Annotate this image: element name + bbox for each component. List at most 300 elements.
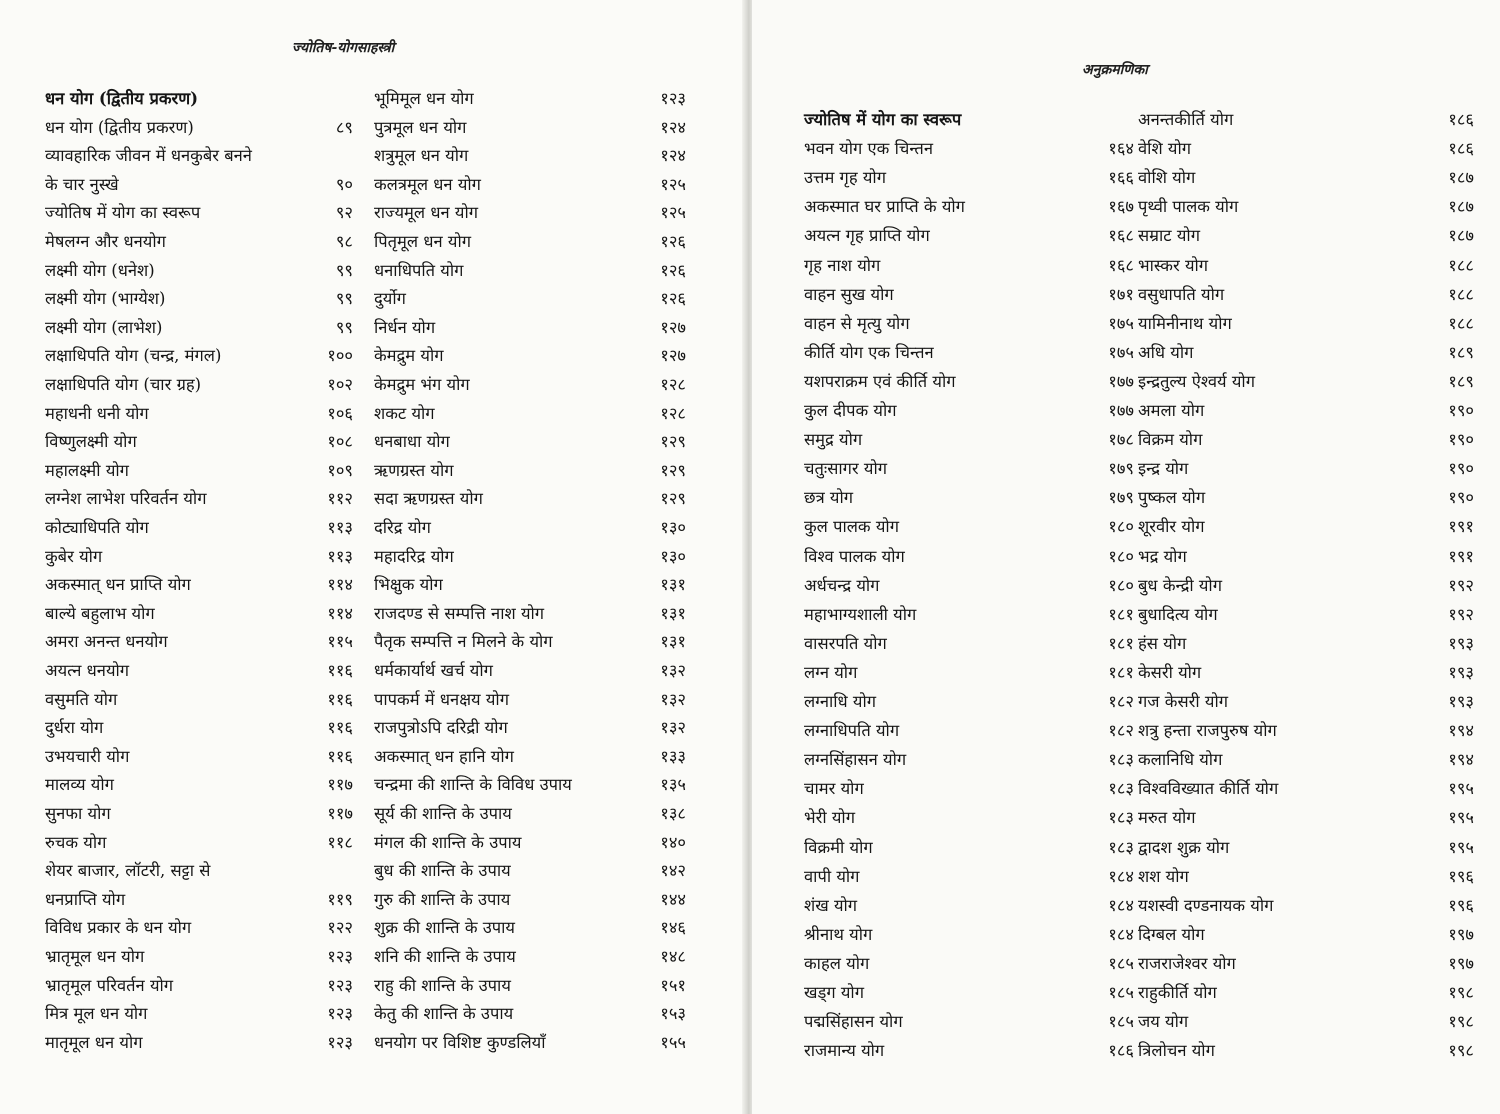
entry-page-number: ११६: [327, 718, 353, 738]
entry-page-number: ११२: [327, 489, 353, 509]
entry-page-number: १२९: [660, 432, 686, 452]
entry-title: केसरी योग: [1138, 662, 1202, 682]
index-entry: [1138, 716, 1474, 745]
index-entry: [374, 113, 686, 142]
entry-title: हंस योग: [1138, 633, 1187, 653]
index-entry: [1138, 367, 1474, 396]
index-entry: [45, 971, 353, 1000]
index-entry: [374, 913, 686, 942]
index-entry: [374, 313, 686, 342]
entry-title: गज केसरी योग: [1138, 692, 1229, 711]
entry-page-number: १२३: [327, 975, 353, 995]
index-entry: [374, 141, 686, 170]
entry-title: दिग्बल योग: [1138, 924, 1205, 944]
entry-title: राजदण्ड से सम्पत्ति नाश योग: [374, 603, 545, 623]
entry-title: शकट योग: [374, 403, 435, 423]
index-entry: [1138, 1036, 1474, 1065]
index-entry: [1138, 687, 1474, 716]
entry-title: सूर्य की शान्ति के उपाय: [374, 804, 512, 823]
entry-page-number: १९५: [1448, 808, 1474, 828]
entry-title: भिक्षुक योग: [374, 575, 443, 595]
entry-page-number: ११४: [327, 575, 353, 595]
index-entry: [45, 913, 353, 942]
index-entry: [1138, 309, 1474, 338]
index-entry: [1138, 396, 1474, 425]
index-entry: [45, 713, 353, 742]
index-entry: [45, 570, 353, 599]
entry-title: वापी योग: [804, 866, 860, 886]
index-entry: [374, 1028, 686, 1057]
entry-title: दुर्योग: [374, 289, 406, 309]
index-entry: [374, 84, 686, 113]
index-entry: [45, 256, 353, 285]
entry-page-number: १८६: [1448, 139, 1474, 159]
entry-title: सम्राट योग: [1138, 226, 1200, 246]
entry-title: वसुमति योग: [45, 689, 118, 709]
index-entry: [374, 427, 686, 456]
index-entry: [374, 256, 686, 285]
entry-page-number: १००: [327, 346, 353, 366]
entry-page-number: १२३: [327, 947, 353, 966]
entry-page-number: १७९: [1108, 459, 1134, 479]
index-entry: [1138, 163, 1474, 192]
index-entry: [45, 170, 353, 199]
entry-page-number: १८६: [1108, 1041, 1134, 1061]
entry-page-number: १८८: [1448, 255, 1474, 275]
index-entry: [45, 141, 353, 170]
entry-page-number: १२७: [660, 317, 686, 337]
entry-title: भ्रातृमूल परिवर्तन योग: [45, 975, 174, 995]
entry-title: कलानिधि योग: [1138, 750, 1223, 770]
entry-title: सदा ऋणग्रस्त योग: [374, 489, 483, 509]
entry-page-number: १३२: [660, 661, 686, 680]
entry-page-number: १८८: [1448, 313, 1474, 333]
entry-page-number: १८१: [1108, 604, 1134, 624]
entry-title: मंगल की शान्ति के उपाय: [374, 832, 522, 852]
entry-page-number: ९८: [335, 232, 353, 251]
index-entry: [45, 542, 353, 571]
index-entry: [45, 113, 353, 142]
index-entry: [45, 427, 353, 456]
entry-title: राज्यमूल धन योग: [374, 203, 479, 223]
entry-page-number: १७७: [1108, 401, 1134, 420]
entry-title: मातृमूल धन योग: [45, 1032, 143, 1052]
index-entry: [1138, 658, 1474, 687]
index-entry: [804, 600, 1134, 629]
index-entry: [374, 856, 686, 885]
index-entry: [1138, 891, 1474, 920]
index-entry: [1138, 134, 1474, 163]
entry-page-number: १९६: [1448, 866, 1474, 886]
entry-title: धनप्राप्ति योग: [45, 889, 126, 909]
index-entry: [804, 833, 1134, 862]
index-entry: [1138, 454, 1474, 483]
entry-page-number: १८५: [1108, 1012, 1134, 1032]
entry-title: शश योग: [1138, 866, 1189, 886]
entry-title: वाहन सुख योग: [804, 284, 894, 304]
entry-page-number: ११६: [327, 746, 353, 766]
entry-title: गुरु की शान्ति के उपाय: [374, 889, 511, 909]
index-entry: [374, 656, 686, 685]
entry-title: यामिनीनाथ योग: [1138, 313, 1232, 333]
entry-page-number: १९४: [1448, 750, 1474, 770]
left-page: [0, 0, 744, 1114]
index-entry: [45, 770, 353, 799]
entry-page-number: ११५: [327, 632, 353, 652]
index-entry: [804, 396, 1134, 425]
index-entry: [1138, 338, 1474, 367]
entry-page-number: १५५: [660, 1032, 686, 1052]
entry-title: लग्न योग: [804, 662, 858, 682]
index-entry: [45, 799, 353, 828]
index-entry: [374, 713, 686, 742]
entry-title: शूरवीर योग: [1138, 517, 1205, 537]
entry-title: लग्नेश लाभेश परिवर्तन योग: [45, 489, 207, 509]
entry-page-number: ११६: [327, 689, 353, 709]
entry-page-number: १४४: [660, 889, 686, 909]
entry-page-number: १८०: [1108, 517, 1134, 537]
entry-page-number: १८७: [1448, 168, 1474, 188]
entry-page-number: १५३: [660, 1004, 686, 1024]
entry-title: अयत्न गृह प्राप्ति योग: [804, 226, 930, 246]
entry-title: विष्णुलक्ष्मी योग: [45, 432, 137, 452]
entry-title: पैतृक सम्पत्ति न मिलने के योग: [374, 632, 553, 652]
entry-page-number: १८९: [1448, 342, 1474, 362]
entry-title: महाधनी धनी योग: [45, 403, 149, 423]
entry-title: वेशि योग: [1138, 139, 1192, 159]
index-entry: [374, 456, 686, 485]
entry-page-number: १८४: [1108, 924, 1134, 944]
index-entry: [374, 170, 686, 199]
entry-title: विश्व पालक योग: [804, 546, 905, 566]
index-entry: [374, 942, 686, 971]
entry-page-number: १८५: [1108, 953, 1134, 973]
entry-page-number: १८७: [1448, 197, 1474, 217]
entry-page-number: १८२: [1108, 692, 1134, 711]
entry-page-number: १४२: [660, 861, 686, 881]
entry-title: भास्कर योग: [1138, 255, 1209, 275]
index-entry: [1138, 629, 1474, 658]
entry-title: कलत्रमूल धन योग: [374, 174, 481, 194]
entry-title: राहु की शान्ति के उपाय: [374, 975, 511, 995]
entry-title: केमद्रुम भंग योग: [374, 375, 470, 394]
index-entry: [374, 799, 686, 828]
entry-title: खड्ग योग: [804, 983, 864, 1002]
index-entry: [374, 770, 686, 799]
index-entry: [1138, 105, 1474, 134]
index-entry: [45, 627, 353, 656]
entry-title: मरुत योग: [1138, 808, 1196, 828]
entry-page-number: १२६: [660, 260, 686, 280]
section-heading: [804, 105, 1134, 134]
index-entry: [804, 774, 1134, 803]
entry-title: वाहन से मृत्यु योग: [804, 313, 910, 333]
entry-title: अयत्न धनयोग: [45, 661, 130, 680]
entry-page-number: १६४: [1108, 139, 1134, 159]
entry-page-number: १३३: [660, 746, 686, 766]
entry-page-number: १८८: [1448, 284, 1474, 304]
index-entry: [45, 599, 353, 628]
index-entry: [804, 803, 1134, 832]
index-entry: [804, 367, 1134, 396]
entry-title: विश्वविख्यात कीर्ति योग: [1138, 779, 1279, 799]
index-entry: [374, 742, 686, 771]
entry-title: कीर्ति योग एक चिन्तन: [804, 342, 934, 362]
entry-title: व्यावहारिक जीवन में धनकुबेर बनने: [45, 146, 252, 166]
entry-title: लक्षाधिपति योग (चार ग्रह): [45, 375, 202, 394]
entry-title: यशस्वी दण्डनायक योग: [1138, 895, 1274, 915]
entry-page-number: १२८: [660, 375, 686, 394]
entry-title: बुधादित्य योग: [1138, 604, 1218, 624]
entry-page-number: ११८: [327, 832, 353, 852]
index-entry: [804, 454, 1134, 483]
entry-title: अमरा अनन्त धनयोग: [45, 632, 168, 652]
index-entry: [1138, 1007, 1474, 1036]
section-heading: [45, 84, 353, 113]
entry-page-number: १८०: [1108, 575, 1134, 595]
index-entry: [1138, 483, 1474, 512]
index-entry: [374, 599, 686, 628]
index-entry: [1138, 978, 1474, 1007]
entry-title: बुध केन्द्री योग: [1138, 575, 1222, 595]
entry-page-number: १६८: [1108, 226, 1134, 246]
entry-title: मेषलग्न और धनयोग: [45, 232, 166, 251]
index-entry: [804, 280, 1134, 309]
entry-page-number: १२५: [660, 174, 686, 194]
entry-page-number: १२२: [327, 918, 353, 938]
index-entry: [804, 483, 1134, 512]
index-entry: [1138, 949, 1474, 978]
entry-title: भवन योग एक चिन्तन: [804, 139, 933, 159]
entry-page-number: १९२: [1448, 604, 1474, 624]
entry-page-number: १७५: [1108, 313, 1134, 333]
index-entry: [45, 885, 353, 914]
entry-title: धर्मकार्यार्थ खर्च योग: [374, 661, 493, 680]
entry-title: इन्द्र योग: [1138, 459, 1189, 479]
entry-page-number: १३०: [660, 518, 686, 537]
entry-page-number: १९७: [1448, 953, 1474, 973]
index-entry: [1138, 833, 1474, 862]
entry-page-number: ९२: [335, 203, 353, 223]
index-entry: [374, 284, 686, 313]
index-entry: [45, 341, 353, 370]
entry-page-number: १३८: [660, 804, 686, 823]
entry-page-number: १९१: [1448, 546, 1474, 566]
entry-page-number: ९०: [335, 174, 353, 194]
entry-page-number: १४८: [660, 947, 686, 966]
right-index-column-2: [1138, 105, 1474, 1065]
entry-title: विक्रमी योग: [804, 837, 873, 857]
entry-title: लक्ष्मी योग (लाभेश): [45, 317, 163, 337]
left-index-column-1: [45, 84, 353, 1070]
index-entry: [804, 920, 1134, 949]
entry-title: रुचक योग: [45, 832, 107, 852]
entry-page-number: १०६: [327, 403, 353, 423]
entry-title: महादरिद्र योग: [374, 546, 454, 566]
entry-page-number: १९८: [1448, 983, 1474, 1002]
entry-page-number: १८१: [1108, 633, 1134, 653]
entry-page-number: १८७: [1448, 226, 1474, 246]
entry-title: राजराजेश्वर योग: [1138, 953, 1236, 973]
index-entry: [374, 685, 686, 714]
entry-title: कुबेर योग: [45, 546, 103, 566]
entry-page-number: १९८: [1448, 1012, 1474, 1032]
entry-title: दुर्धरा योग: [45, 718, 104, 738]
entry-title: लक्ष्मी योग (भाग्येश): [45, 289, 166, 309]
entry-title: विक्रम योग: [1138, 430, 1203, 450]
entry-title: लग्नाधिपति योग: [804, 721, 900, 741]
entry-page-number: १५१: [660, 975, 686, 995]
entry-title: लग्नसिंहासन योग: [804, 750, 907, 770]
entry-page-number: १८३: [1108, 779, 1134, 799]
entry-title: बाल्ये बहुलाभ योग: [45, 603, 155, 623]
entry-page-number: १७८: [1108, 430, 1134, 450]
index-entry: [804, 1036, 1134, 1065]
entry-title: मित्र मूल धन योग: [45, 1004, 148, 1024]
entry-title: धनबाधा योग: [374, 432, 450, 452]
index-entry: [804, 862, 1134, 891]
entry-title: शनि की शान्ति के उपाय: [374, 947, 516, 966]
entry-page-number: १२६: [660, 232, 686, 251]
index-entry: [804, 658, 1134, 687]
index-entry: [45, 513, 353, 542]
index-entry: [804, 745, 1134, 774]
index-entry: [804, 629, 1134, 658]
entry-page-number: १९६: [1448, 895, 1474, 915]
entry-page-number: १८१: [1108, 662, 1134, 682]
entry-page-number: १०९: [327, 460, 353, 480]
entry-page-number: १२९: [660, 489, 686, 509]
entry-page-number: १२८: [660, 403, 686, 423]
entry-page-number: १९८: [1448, 1041, 1474, 1061]
entry-title: जय योग: [1138, 1012, 1189, 1032]
entry-page-number: ११४: [327, 603, 353, 623]
index-entry: [45, 456, 353, 485]
entry-title: उत्तम गृह योग: [804, 168, 886, 188]
entry-page-number: १८४: [1108, 866, 1134, 886]
entry-page-number: ९९: [335, 289, 353, 309]
entry-title: छत्र योग: [804, 488, 854, 508]
index-entry: [374, 341, 686, 370]
index-entry: [45, 742, 353, 771]
entry-title: ज्योतिष में योग का स्वरूप: [45, 203, 201, 223]
entry-page-number: ११३: [327, 546, 353, 566]
entry-page-number: १२७: [660, 346, 686, 366]
index-entry: [45, 942, 353, 971]
entry-title: शत्रुमूल धन योग: [374, 146, 469, 166]
entry-title: ज्योतिष में योग का स्वरूप: [804, 110, 962, 129]
entry-title: महाभाग्यशाली योग: [804, 604, 917, 624]
entry-page-number: १७९: [1108, 488, 1134, 508]
entry-page-number: १८९: [1448, 371, 1474, 391]
index-entry: [45, 856, 353, 885]
entry-title: शंख योग: [804, 895, 858, 915]
entry-title: लग्नाधि योग: [804, 692, 877, 711]
entry-title: भेरी योग: [804, 808, 855, 828]
index-entry: [804, 512, 1134, 541]
entry-title: दरिद्र योग: [374, 518, 431, 537]
index-entry: [374, 971, 686, 1000]
index-entry: [804, 571, 1134, 600]
entry-page-number: १८६: [1448, 110, 1474, 129]
index-entry: [45, 999, 353, 1028]
entry-page-number: १३०: [660, 546, 686, 566]
entry-page-number: १३१: [660, 632, 686, 652]
index-entry: [1138, 192, 1474, 221]
index-entry: [45, 313, 353, 342]
entry-page-number: १९३: [1448, 662, 1474, 682]
entry-page-number: १९४: [1448, 721, 1474, 741]
entry-title: अकस्मात घर प्राप्ति के योग: [804, 197, 965, 217]
index-entry: [804, 338, 1134, 367]
entry-title: विविध प्रकार के धन योग: [45, 918, 192, 938]
index-entry: [1138, 571, 1474, 600]
entry-page-number: १२९: [660, 460, 686, 480]
index-entry: [374, 828, 686, 857]
entry-page-number: १६७: [1108, 197, 1134, 217]
index-entry: [804, 425, 1134, 454]
index-entry: [45, 828, 353, 857]
index-entry: [804, 891, 1134, 920]
entry-title: वोशि योग: [1138, 168, 1196, 188]
index-entry: [45, 370, 353, 399]
index-entry: [1138, 251, 1474, 280]
entry-title: चन्द्रमा की शान्ति के विविध उपाय: [374, 775, 572, 795]
entry-page-number: ११६: [327, 661, 353, 680]
index-entry: [1138, 803, 1474, 832]
entry-title: केतु की शान्ति के उपाय: [374, 1004, 514, 1024]
index-entry: [45, 227, 353, 256]
entry-title: पापकर्म में धनक्षय योग: [374, 689, 509, 709]
index-entry: [1138, 600, 1474, 629]
entry-page-number: १०२: [327, 375, 353, 394]
entry-title: द्वादश शुक्र योग: [1138, 837, 1230, 857]
entry-title: राजमान्य योग: [804, 1041, 885, 1061]
entry-title: समुद्र योग: [804, 430, 863, 450]
entry-title: अकस्मात् धन हानि योग: [374, 746, 514, 766]
entry-title: अमला योग: [1138, 401, 1205, 420]
entry-title: त्रिलोचन योग: [1138, 1041, 1215, 1061]
entry-title: वासरपति योग: [804, 633, 887, 653]
index-entry: [804, 251, 1134, 280]
entry-page-number: १८३: [1108, 808, 1134, 828]
index-entry: [374, 198, 686, 227]
entry-page-number: १२६: [660, 289, 686, 309]
entry-title: कोट्याधिपति योग: [45, 518, 149, 537]
entry-title: महालक्ष्मी योग: [45, 460, 129, 480]
entry-page-number: १४६: [660, 918, 686, 938]
index-entry: [374, 570, 686, 599]
index-entry: [374, 627, 686, 656]
entry-title: धनयोग पर विशिष्ट कुण्डलियाँ: [374, 1032, 546, 1052]
entry-title: गृह नाश योग: [804, 255, 881, 275]
entry-title: अकस्मात् धन प्राप्ति योग: [45, 575, 191, 595]
index-entry: [1138, 774, 1474, 803]
entry-title: केमद्रुम योग: [374, 346, 444, 366]
index-entry: [45, 1028, 353, 1057]
entry-page-number: ११३: [327, 518, 353, 537]
entry-title: अधि योग: [1138, 342, 1194, 362]
entry-title: के चार नुस्खे: [45, 174, 119, 194]
entry-page-number: १८४: [1108, 895, 1134, 915]
entry-title: कुल दीपक योग: [804, 401, 897, 420]
index-entry: [1138, 425, 1474, 454]
entry-page-number: १७७: [1108, 371, 1134, 391]
entry-page-number: १३१: [660, 575, 686, 595]
entry-page-number: १९३: [1448, 692, 1474, 711]
entry-page-number: १०८: [327, 432, 353, 452]
entry-title: पुष्कल योग: [1138, 488, 1206, 508]
